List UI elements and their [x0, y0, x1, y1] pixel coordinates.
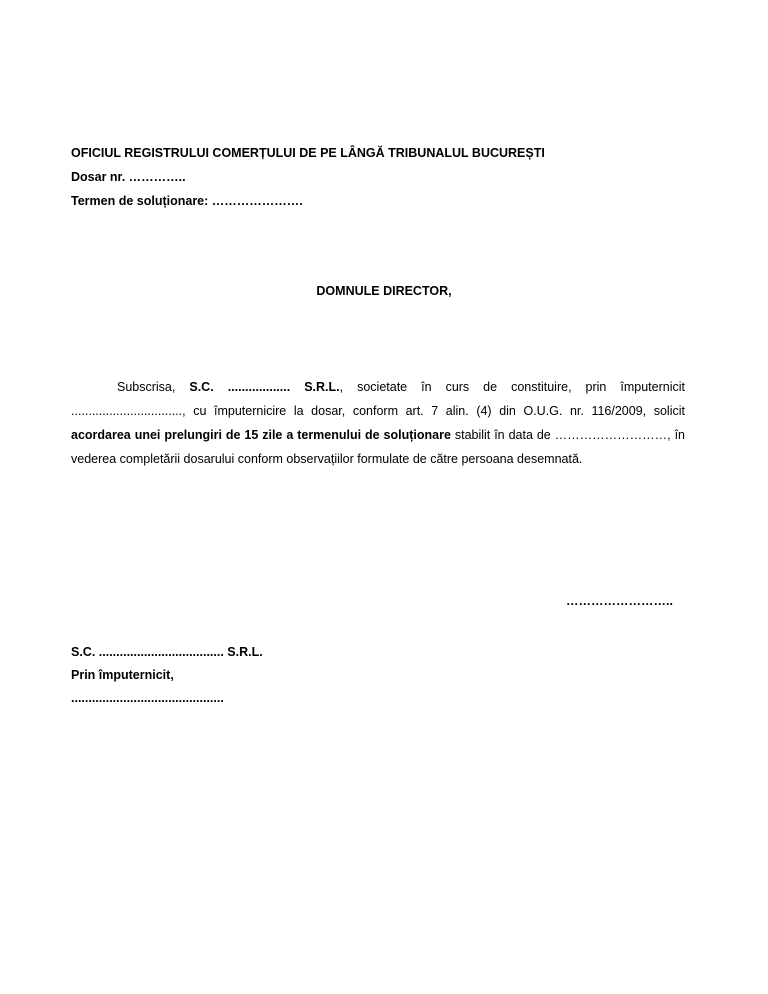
signature-line: ............................................: [71, 691, 224, 705]
document-header: [71, 141, 545, 213]
office-title: OFICIUL REGISTRULUI COMERȚULUI DE PE LÂNGĂ TRIBUNALUL BUCUREȘTI: [71, 146, 545, 160]
request-paragraph: [71, 375, 685, 471]
salutation: DOMNULE DIRECTOR,: [316, 284, 452, 298]
signature-by-proxy: Prin împuternicit,: [71, 668, 174, 682]
para-end: stabilit în data de ………………………, în vederea completării dosarului conform observațiilor formulate de către persoana desemnată.: [71, 428, 685, 466]
para-middle: , societate în curs de constituire, prin împuternicit ................................, cu împuternicire la dosar, conform art. 7 alin. (4) din O.U.G. nr. 116/2009, solicit: [71, 380, 685, 418]
file-number: Dosar nr. …………..: [71, 170, 186, 184]
company-name-placeholder: S.C. .................. S.R.L.: [189, 380, 340, 394]
date-placeholder: ……………………..: [566, 594, 673, 608]
signature-company: S.C. .................................... S.R.L.: [71, 645, 263, 659]
signature-block: [71, 641, 263, 710]
para-intro: Subscrisa,: [117, 380, 190, 394]
resolution-deadline: Termen de soluționare: ………………….: [71, 194, 303, 208]
request-bold-text: acordarea unei prelungiri de 15 zile a termenului de soluționare: [71, 428, 451, 442]
